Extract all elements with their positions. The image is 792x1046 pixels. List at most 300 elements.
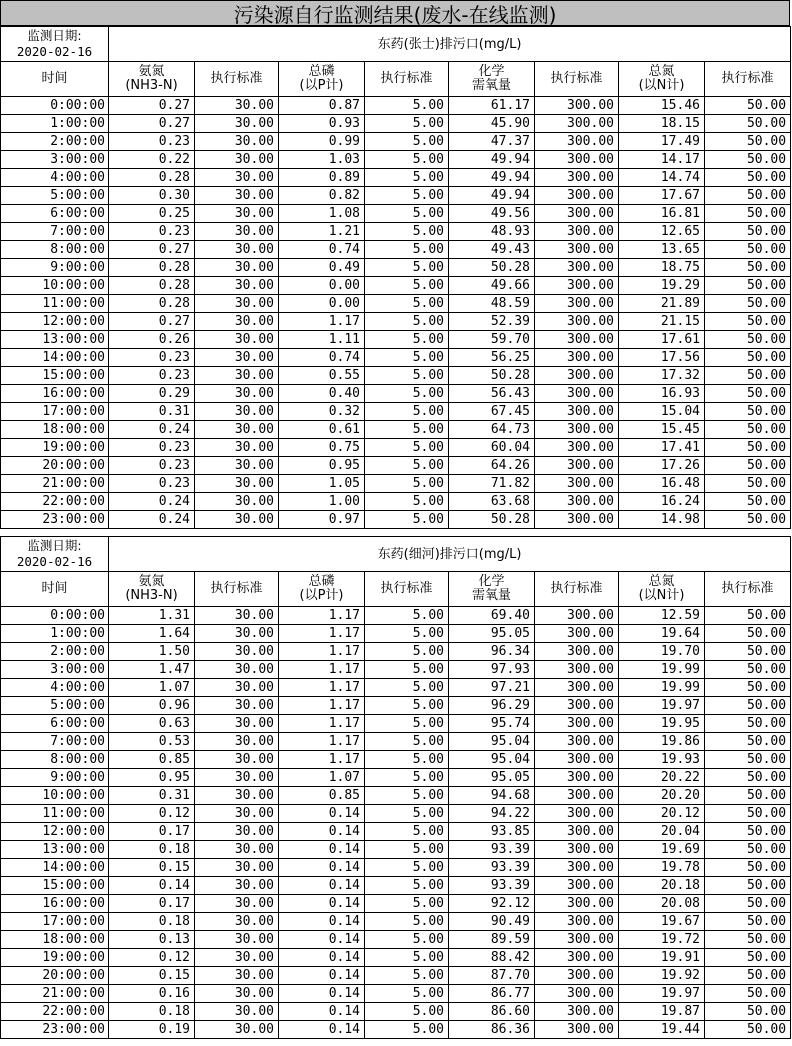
cell-tp-standard: 5.00 [365,493,449,511]
cell-nh3n: 0.24 [109,493,195,511]
cell-tp-standard: 5.00 [365,661,449,679]
cell-tp-standard: 5.00 [365,751,449,769]
cell-nh3n-standard: 30.00 [195,931,279,949]
cell-cod-standard: 300.00 [535,403,619,421]
cell-tp-standard: 5.00 [365,187,449,205]
cell-cod-standard: 300.00 [535,277,619,295]
cell-cod: 50.28 [449,367,535,385]
cell-nh3n-standard: 30.00 [195,241,279,259]
cell-tp: 0.99 [279,133,365,151]
cell-cod-standard: 300.00 [535,877,619,895]
cell-tn-standard: 50.00 [705,661,791,679]
cell-tp-standard: 5.00 [365,133,449,151]
cell-tp: 1.17 [279,661,365,679]
cell-time: 3:00:00 [1,661,109,679]
cell-cod: 96.34 [449,643,535,661]
cell-cod-standard: 300.00 [535,475,619,493]
cell-cod-standard: 300.00 [535,421,619,439]
cell-tp-standard: 5.00 [365,733,449,751]
cell-tn-standard: 50.00 [705,259,791,277]
cell-time: 15:00:00 [1,877,109,895]
cell-cod: 87.70 [449,967,535,985]
section-header-row [1,537,791,572]
cell-cod-standard: 300.00 [535,625,619,643]
cell-tp-standard: 5.00 [365,205,449,223]
cell-tn: 19.92 [619,967,705,985]
cell-cod: 95.05 [449,769,535,787]
cell-nh3n: 0.14 [109,877,195,895]
cell-nh3n: 0.28 [109,277,195,295]
cell-cod: 69.40 [449,607,535,625]
cell-time: 13:00:00 [1,841,109,859]
cell-tp-standard: 5.00 [365,259,449,277]
cell-time: 10:00:00 [1,277,109,295]
cell-cod-standard: 300.00 [535,931,619,949]
table-row [1,115,791,133]
cell-nh3n: 0.18 [109,1003,195,1021]
cell-tp-standard: 5.00 [365,697,449,715]
cell-nh3n: 0.17 [109,895,195,913]
cell-nh3n-standard: 30.00 [195,439,279,457]
column-header-line: 总磷 [308,64,335,79]
cell-tp-standard: 5.00 [365,115,449,133]
cell-tn: 21.89 [619,295,705,313]
cell-tn: 19.86 [619,733,705,751]
cell-tn: 20.08 [619,895,705,913]
cell-cod-standard: 300.00 [535,661,619,679]
column-header-line: 总氮 [648,64,675,79]
cell-tp: 1.11 [279,331,365,349]
column-header-cod-standard [535,62,619,97]
cell-tp: 1.17 [279,733,365,751]
cell-tp: 0.87 [279,97,365,115]
cell-tn-standard: 50.00 [705,985,791,1003]
cell-tp: 1.17 [279,625,365,643]
cell-tp-standard: 5.00 [365,367,449,385]
cell-cod: 49.56 [449,205,535,223]
cell-tp-standard: 5.00 [365,823,449,841]
cell-nh3n-standard: 30.00 [195,913,279,931]
cell-time: 14:00:00 [1,859,109,877]
table-row [1,331,791,349]
cell-cod-standard: 300.00 [535,331,619,349]
cell-cod-standard: 300.00 [535,259,619,277]
cell-cod: 86.36 [449,1021,535,1039]
cell-nh3n-standard: 30.00 [195,133,279,151]
cell-tn-standard: 50.00 [705,625,791,643]
cell-time: 18:00:00 [1,931,109,949]
cell-cod-standard: 300.00 [535,493,619,511]
table-row [1,895,791,913]
cell-cod-standard: 300.00 [535,313,619,331]
cell-tn-standard: 50.00 [705,457,791,475]
cell-tn: 14.17 [619,151,705,169]
outlet-name: 东药(细河)排污口(mg/L) [109,537,791,572]
table-row [1,169,791,187]
cell-tp: 1.17 [279,715,365,733]
cell-cod-standard: 300.00 [535,607,619,625]
cell-cod-standard: 300.00 [535,1021,619,1039]
cell-cod: 49.94 [449,187,535,205]
cell-time: 5:00:00 [1,187,109,205]
cell-nh3n: 0.23 [109,439,195,457]
cell-tn-standard: 50.00 [705,133,791,151]
cell-tp: 0.14 [279,859,365,877]
cell-tp-standard: 5.00 [365,769,449,787]
cell-nh3n-standard: 30.00 [195,493,279,511]
cell-nh3n: 0.12 [109,949,195,967]
table-row [1,661,791,679]
cell-nh3n: 0.63 [109,715,195,733]
cell-tn: 12.59 [619,607,705,625]
cell-cod: 88.42 [449,949,535,967]
cell-nh3n: 0.28 [109,169,195,187]
cell-nh3n-standard: 30.00 [195,859,279,877]
cell-nh3n: 0.27 [109,241,195,259]
cell-time: 9:00:00 [1,769,109,787]
cell-nh3n-standard: 30.00 [195,661,279,679]
cell-cod-standard: 300.00 [535,697,619,715]
column-header-row [1,572,791,607]
cell-nh3n-standard: 30.00 [195,643,279,661]
cell-tp: 0.14 [279,895,365,913]
cell-cod: 60.04 [449,439,535,457]
cell-nh3n-standard: 30.00 [195,607,279,625]
cell-tp: 0.14 [279,913,365,931]
cell-cod-standard: 300.00 [535,787,619,805]
cell-nh3n: 0.53 [109,733,195,751]
cell-nh3n-standard: 30.00 [195,787,279,805]
cell-tn: 20.12 [619,805,705,823]
cell-tp-standard: 5.00 [365,295,449,313]
column-header-tn [619,62,705,97]
cell-cod: 63.68 [449,493,535,511]
column-header-line: 需氧量 [471,78,511,93]
table-row [1,187,791,205]
cell-nh3n-standard: 30.00 [195,715,279,733]
monitoring-date-cell [1,537,109,572]
cell-nh3n-standard: 30.00 [195,985,279,1003]
cell-cod-standard: 300.00 [535,385,619,403]
column-header-line: 执行标准 [380,581,433,596]
cell-tn: 19.99 [619,679,705,697]
cell-nh3n-standard: 30.00 [195,349,279,367]
cell-tn: 19.67 [619,913,705,931]
cell-cod-standard: 300.00 [535,733,619,751]
column-header-line: (NH3-N) [125,78,178,93]
monitoring-date-value: 2020-02-16 [16,44,93,59]
cell-tp-standard: 5.00 [365,787,449,805]
cell-time: 7:00:00 [1,733,109,751]
column-header-line: 执行标准 [721,581,774,596]
cell-tn: 14.74 [619,169,705,187]
cell-nh3n-standard: 30.00 [195,187,279,205]
column-header-line: (以N计) [638,588,685,603]
cell-tp: 0.00 [279,295,365,313]
cell-tp-standard: 5.00 [365,859,449,877]
column-header-time [1,572,109,607]
table-row [1,751,791,769]
cell-tn: 16.24 [619,493,705,511]
table-row [1,421,791,439]
column-header-tp [279,572,365,607]
cell-cod-standard: 300.00 [535,295,619,313]
cell-nh3n-standard: 30.00 [195,697,279,715]
column-header-tn-standard [705,62,791,97]
cell-cod: 56.43 [449,385,535,403]
cell-nh3n-standard: 30.00 [195,1021,279,1039]
cell-tn-standard: 50.00 [705,751,791,769]
cell-tn: 17.32 [619,367,705,385]
cell-nh3n-standard: 30.00 [195,1003,279,1021]
cell-cod-standard: 300.00 [535,133,619,151]
table-row [1,643,791,661]
cell-nh3n: 0.19 [109,1021,195,1039]
cell-cod: 50.28 [449,259,535,277]
cell-time: 0:00:00 [1,607,109,625]
cell-cod-standard: 300.00 [535,643,619,661]
cell-nh3n-standard: 30.00 [195,511,279,529]
cell-time: 23:00:00 [1,1021,109,1039]
table-row [1,733,791,751]
cell-nh3n: 0.25 [109,205,195,223]
cell-cod: 97.21 [449,679,535,697]
cell-tp-standard: 5.00 [365,895,449,913]
column-header-line: 执行标准 [210,581,263,596]
cell-tp: 1.08 [279,205,365,223]
cell-tn: 19.29 [619,277,705,295]
cell-tn: 19.97 [619,985,705,1003]
cell-cod: 49.43 [449,241,535,259]
cell-time: 2:00:00 [1,643,109,661]
cell-tn: 16.48 [619,475,705,493]
cell-tp-standard: 5.00 [365,877,449,895]
cell-cod: 97.93 [449,661,535,679]
cell-nh3n: 0.95 [109,769,195,787]
cell-nh3n-standard: 30.00 [195,295,279,313]
cell-time: 22:00:00 [1,493,109,511]
cell-cod-standard: 300.00 [535,679,619,697]
cell-tn-standard: 50.00 [705,697,791,715]
column-header-tn-standard [705,572,791,607]
table-row [1,931,791,949]
cell-cod-standard: 300.00 [535,769,619,787]
cell-nh3n: 0.17 [109,823,195,841]
cell-tp-standard: 5.00 [365,511,449,529]
cell-nh3n: 0.18 [109,841,195,859]
cell-cod-standard: 300.00 [535,97,619,115]
cell-tp-standard: 5.00 [365,331,449,349]
table-row [1,133,791,151]
cell-nh3n-standard: 30.00 [195,625,279,643]
cell-time: 8:00:00 [1,241,109,259]
cell-cod: 71.82 [449,475,535,493]
monitoring-date-label: 监测日期: [27,28,82,43]
cell-nh3n: 0.96 [109,697,195,715]
cell-tp: 1.17 [279,643,365,661]
cell-nh3n: 0.12 [109,805,195,823]
column-header-nh3n-standard [195,62,279,97]
cell-tn-standard: 50.00 [705,511,791,529]
cell-tn-standard: 50.00 [705,349,791,367]
cell-nh3n: 0.31 [109,403,195,421]
table-row [1,97,791,115]
cell-tp-standard: 5.00 [365,715,449,733]
cell-tp: 1.17 [279,697,365,715]
cell-tn-standard: 50.00 [705,733,791,751]
column-header-line: (以P计) [299,588,344,603]
cell-tp: 0.32 [279,403,365,421]
cell-nh3n-standard: 30.00 [195,403,279,421]
cell-tn: 17.67 [619,187,705,205]
cell-tp-standard: 5.00 [365,607,449,625]
cell-tn-standard: 50.00 [705,823,791,841]
cell-nh3n-standard: 30.00 [195,769,279,787]
cell-tn: 20.18 [619,877,705,895]
cell-tp-standard: 5.00 [365,349,449,367]
cell-tp-standard: 5.00 [365,625,449,643]
cell-tn-standard: 50.00 [705,949,791,967]
cell-tp-standard: 5.00 [365,169,449,187]
cell-cod: 45.90 [449,115,535,133]
cell-cod-standard: 300.00 [535,367,619,385]
cell-nh3n: 0.23 [109,223,195,241]
cell-cod-standard: 300.00 [535,205,619,223]
cell-tn: 14.98 [619,511,705,529]
cell-tn-standard: 50.00 [705,169,791,187]
column-header-row [1,62,791,97]
cell-tn: 19.91 [619,949,705,967]
cell-nh3n: 0.15 [109,859,195,877]
cell-tn: 15.04 [619,403,705,421]
cell-tn-standard: 50.00 [705,151,791,169]
cell-tp-standard: 5.00 [365,949,449,967]
cell-nh3n-standard: 30.00 [195,967,279,985]
cell-tp: 0.14 [279,1021,365,1039]
cell-tn: 17.49 [619,133,705,151]
cell-cod: 95.05 [449,625,535,643]
cell-time: 20:00:00 [1,967,109,985]
cell-time: 12:00:00 [1,313,109,331]
cell-nh3n: 0.26 [109,331,195,349]
cell-tn-standard: 50.00 [705,421,791,439]
cell-nh3n: 0.85 [109,751,195,769]
cell-nh3n-standard: 30.00 [195,223,279,241]
column-header-line: (NH3-N) [125,588,178,603]
cell-nh3n-standard: 30.00 [195,115,279,133]
column-header-nh3n [109,62,195,97]
cell-nh3n-standard: 30.00 [195,151,279,169]
column-header-line: 执行标准 [210,71,263,86]
table-row [1,805,791,823]
cell-nh3n-standard: 30.00 [195,421,279,439]
cell-time: 16:00:00 [1,385,109,403]
cell-nh3n: 0.16 [109,985,195,1003]
cell-time: 19:00:00 [1,949,109,967]
cell-tn: 17.56 [619,349,705,367]
cell-nh3n-standard: 30.00 [195,805,279,823]
cell-tn: 19.87 [619,1003,705,1021]
cell-tn: 17.26 [619,457,705,475]
cell-time: 4:00:00 [1,169,109,187]
cell-tp: 0.14 [279,967,365,985]
cell-nh3n: 0.22 [109,151,195,169]
cell-cod-standard: 300.00 [535,823,619,841]
table-row [1,349,791,367]
cell-nh3n: 0.29 [109,385,195,403]
cell-cod-standard: 300.00 [535,439,619,457]
cell-cod: 67.45 [449,403,535,421]
cell-cod-standard: 300.00 [535,913,619,931]
table-row [1,877,791,895]
cell-tp: 0.14 [279,805,365,823]
cell-tn-standard: 50.00 [705,787,791,805]
column-header-line: 执行标准 [550,581,603,596]
cell-tn: 19.97 [619,697,705,715]
cell-tn-standard: 50.00 [705,277,791,295]
cell-time: 20:00:00 [1,457,109,475]
cell-tp: 1.03 [279,151,365,169]
cell-cod: 48.59 [449,295,535,313]
cell-tn: 19.64 [619,625,705,643]
cell-tn-standard: 50.00 [705,679,791,697]
cell-nh3n: 1.47 [109,661,195,679]
cell-cod: 90.49 [449,913,535,931]
cell-time: 13:00:00 [1,331,109,349]
column-header-tp-standard [365,572,449,607]
table-row [1,679,791,697]
cell-time: 9:00:00 [1,259,109,277]
table-row [1,259,791,277]
cell-nh3n-standard: 30.00 [195,259,279,277]
cell-tp: 0.14 [279,985,365,1003]
cell-nh3n-standard: 30.00 [195,97,279,115]
table-row [1,295,791,313]
cell-cod: 93.39 [449,859,535,877]
cell-time: 18:00:00 [1,421,109,439]
cell-tn: 19.72 [619,931,705,949]
cell-tn-standard: 50.00 [705,607,791,625]
cell-nh3n-standard: 30.00 [195,475,279,493]
cell-tn-standard: 50.00 [705,643,791,661]
column-header-line: 总磷 [308,574,335,589]
cell-tn-standard: 50.00 [705,403,791,421]
cell-tn: 19.69 [619,841,705,859]
cell-cod-standard: 300.00 [535,895,619,913]
cell-tn-standard: 50.00 [705,187,791,205]
cell-tp: 0.74 [279,241,365,259]
cell-time: 10:00:00 [1,787,109,805]
cell-cod: 61.17 [449,97,535,115]
cell-cod-standard: 300.00 [535,715,619,733]
cell-time: 15:00:00 [1,367,109,385]
cell-tp: 1.21 [279,223,365,241]
cell-time: 11:00:00 [1,805,109,823]
cell-tp-standard: 5.00 [365,385,449,403]
cell-nh3n: 0.13 [109,931,195,949]
cell-nh3n-standard: 30.00 [195,895,279,913]
cell-cod: 48.93 [449,223,535,241]
cell-tn-standard: 50.00 [705,205,791,223]
cell-cod: 93.39 [449,841,535,859]
cell-tp: 0.74 [279,349,365,367]
cell-tp: 0.82 [279,187,365,205]
cell-tp-standard: 5.00 [365,457,449,475]
cell-nh3n: 1.50 [109,643,195,661]
cell-nh3n-standard: 30.00 [195,169,279,187]
table-row [1,967,791,985]
cell-tn-standard: 50.00 [705,1003,791,1021]
